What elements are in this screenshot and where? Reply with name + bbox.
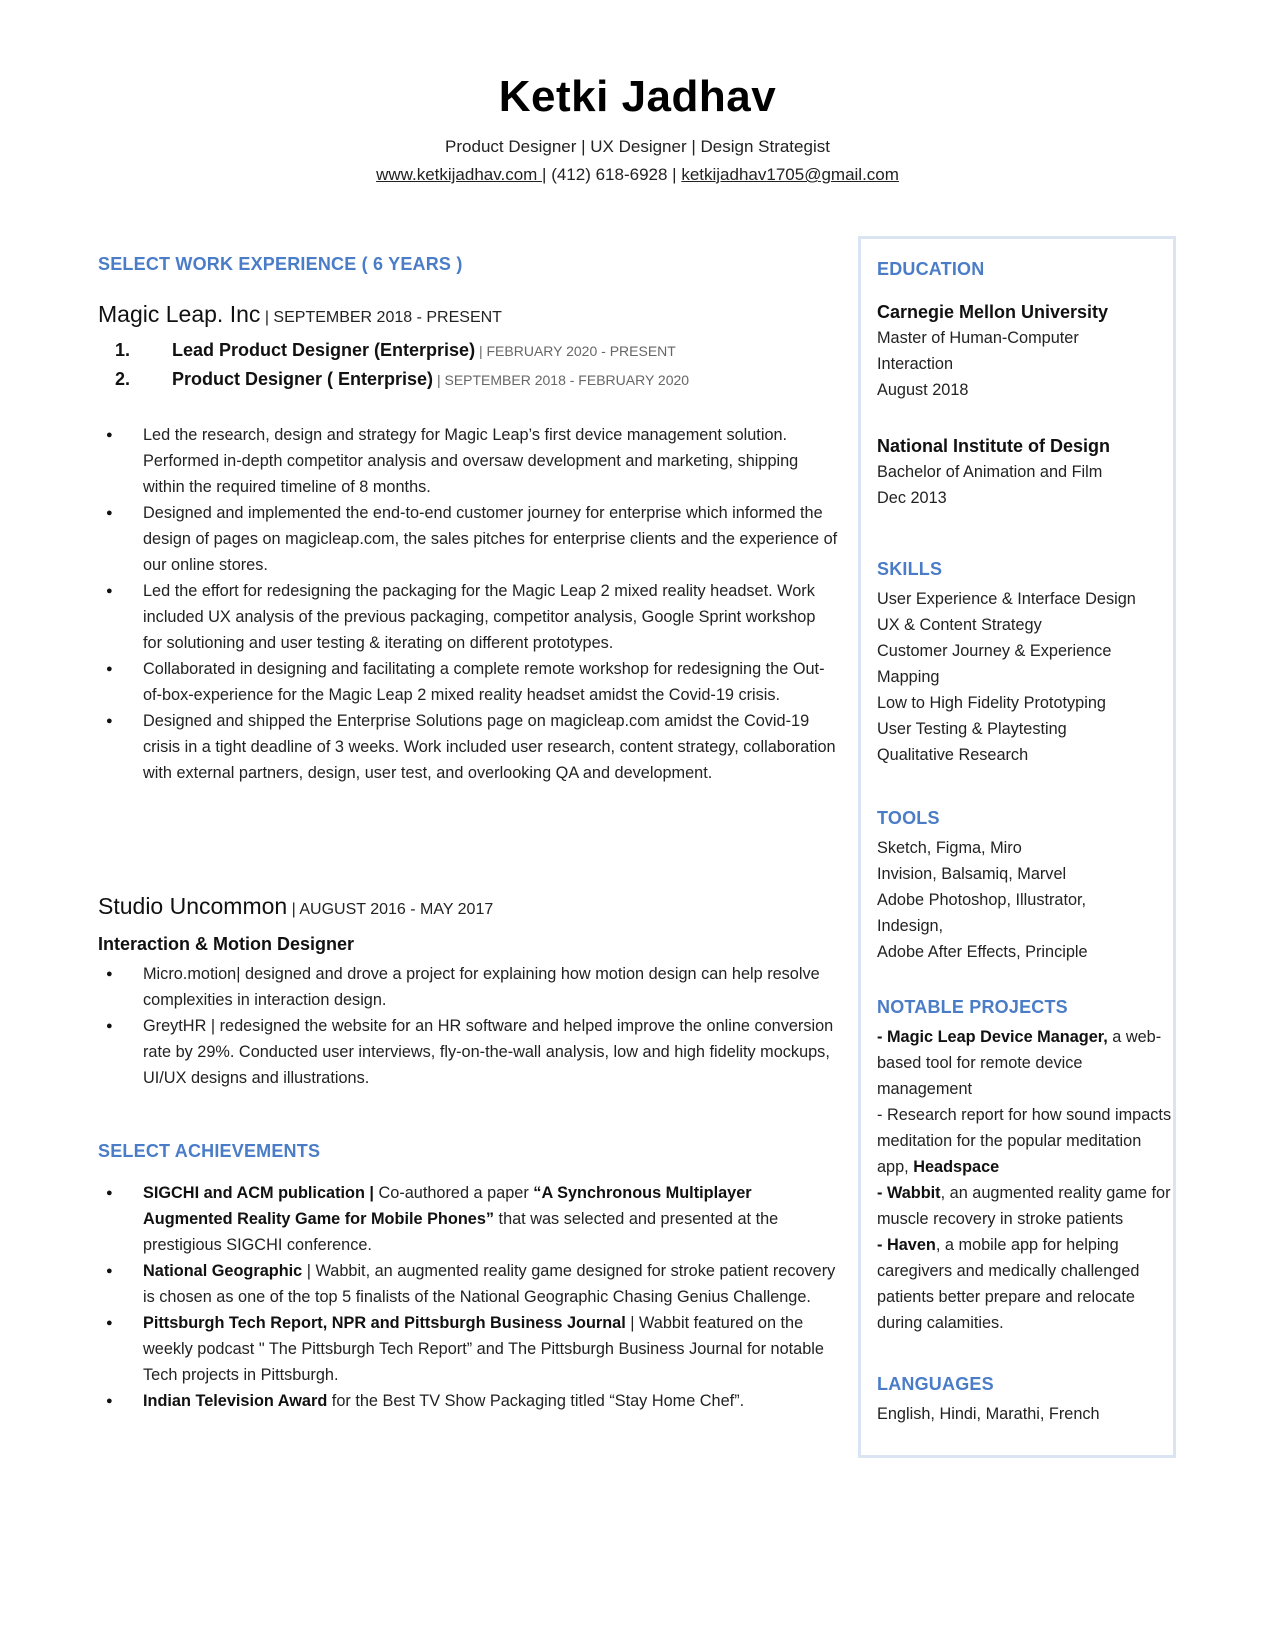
projects-list bbox=[877, 1024, 1177, 1336]
list-item: ● Collaborated in designing and facilitating a complete remote workshop for redesigning the Out-of-box-experience for the Magic Leap 2 mixed reality headset amidst the Covid-19 crisis. bbox=[98, 656, 838, 708]
project-text: - Research report for how sound impacts meditation for the popular meditation app, bbox=[877, 1106, 1172, 1176]
skill-item: UX & Content Strategy bbox=[877, 616, 1042, 634]
paper-title: “A Synchronous Multiplayer Augmented Reality Game for Mobile Phones” bbox=[143, 1184, 752, 1228]
work-experience-heading: SELECT WORK EXPERIENCE ( 6 YEARS ) bbox=[98, 254, 463, 274]
tool-item: Adobe Photoshop, Illustrator, bbox=[877, 891, 1087, 909]
achievement-text: Co-authored a paper bbox=[373, 1184, 534, 1202]
role-number: 1. bbox=[115, 340, 131, 360]
magic-leap-bullets bbox=[98, 422, 838, 786]
school-name: Carnegie Mellon University bbox=[877, 302, 1109, 322]
skill-item: Mapping bbox=[877, 668, 940, 686]
achievements-heading: SELECT ACHIEVEMENTS bbox=[98, 1141, 321, 1161]
graduation-date: August 2018 bbox=[877, 381, 969, 399]
achievement-text: | Wabbit, an augmented reality game designed for stroke patient recovery is chosen as one of the top 5 finalists of the National Geographic Chasing Genius Challenge. bbox=[143, 1262, 836, 1306]
project-item bbox=[877, 1024, 1177, 1102]
projects-heading: NOTABLE PROJECTS bbox=[877, 997, 1068, 1017]
contact-separator: | bbox=[667, 165, 682, 184]
achievement-title: National Geographic bbox=[143, 1262, 303, 1280]
resume-name: Ketki Jadhav bbox=[498, 72, 777, 121]
tools-list bbox=[877, 835, 1177, 965]
school-cmu bbox=[877, 299, 1177, 403]
list-item bbox=[98, 1258, 838, 1310]
company-name: Magic Leap. Inc bbox=[98, 301, 261, 327]
tool-item: Sketch, Figma, Miro bbox=[877, 839, 1022, 857]
sidebar-panel bbox=[858, 236, 1176, 1458]
studio-uncommon-bullets bbox=[98, 961, 838, 1091]
graduation-date: Dec 2013 bbox=[877, 489, 947, 507]
tool-item: Adobe After Effects, Principle bbox=[877, 943, 1088, 961]
project-item bbox=[877, 1180, 1177, 1232]
achievement-title: Pittsburgh Tech Report, NPR and Pittsburgh Business Journal bbox=[143, 1314, 626, 1332]
project-title: Headspace bbox=[913, 1158, 1000, 1176]
list-item: ● Micro.motion| designed and drove a project for explaining how motion design can help resolve complexities in interaction design. bbox=[98, 961, 838, 1013]
skill-item: Low to High Fidelity Prototyping bbox=[877, 694, 1106, 712]
company-studio-uncommon bbox=[98, 893, 493, 920]
role-number: 2. bbox=[115, 369, 131, 389]
role-title: Product Designer ( Enterprise) bbox=[172, 369, 434, 389]
list-item bbox=[98, 1180, 838, 1258]
school-name: National Institute of Design bbox=[877, 436, 1111, 456]
skill-item: Customer Journey & Experience bbox=[877, 642, 1112, 660]
achievement-title: SIGCHI and ACM publication | bbox=[143, 1184, 374, 1202]
list-item: ● Led the effort for redesigning the packaging for the Magic Leap 2 mixed reality headset. Work included UX analysis of the previous packaging, competitor analysis, Google Sprint workshop for solutioning and user testing & iterating on different prototypes. bbox=[98, 578, 838, 656]
project-title: - Wabbit bbox=[877, 1184, 941, 1202]
achievement-text: | Wabbit featured on the weekly podcast " The Pittsburgh Tech Report” and The Pittsburgh Business Journal for notable Tech projects in Pittsburgh. bbox=[143, 1314, 824, 1384]
role-dates: | FEBRUARY 2020 - PRESENT bbox=[475, 343, 676, 359]
project-title: - Magic Leap Device Manager, bbox=[877, 1028, 1108, 1046]
degree-line: Master of Human-Computer bbox=[877, 329, 1079, 347]
role-item bbox=[98, 340, 676, 361]
phone-number: (412) 618-6928 bbox=[551, 165, 668, 184]
skill-item: User Testing & Playtesting bbox=[877, 720, 1067, 738]
resume-tagline: Product Designer | UX Designer | Design Strategist bbox=[445, 137, 830, 156]
tool-item: Invision, Balsamiq, Marvel bbox=[877, 865, 1067, 883]
company-name: Studio Uncommon bbox=[98, 893, 288, 919]
project-text: , an augmented reality game for muscle recovery in stroke patients bbox=[877, 1184, 1171, 1228]
contact-separator: | bbox=[542, 165, 552, 184]
website-link[interactable]: www.ketkijadhav.com bbox=[376, 165, 543, 184]
company-dates: | SEPTEMBER 2018 - PRESENT bbox=[260, 309, 502, 326]
role-title: Interaction & Motion Designer bbox=[98, 934, 355, 954]
skill-item: Qualitative Research bbox=[877, 746, 1029, 764]
list-item: ● Designed and implemented the end-to-end customer journey for enterprise which informed the design of pages on magicleap.com, the sales pitches for enterprise clients and the experience of our online stores. bbox=[98, 500, 838, 578]
school-nid bbox=[877, 433, 1177, 511]
role-dates: | SEPTEMBER 2018 - FEBRUARY 2020 bbox=[433, 372, 690, 388]
list-item: ● Led the research, design and strategy for Magic Leap’s first device management solution. Performed in-depth competitor analysis and oversaw development and marketing, shipping within the required timeline of 8 months. bbox=[98, 422, 838, 500]
company-magic-leap bbox=[98, 301, 502, 328]
degree-line: Interaction bbox=[877, 355, 954, 373]
achievement-title: Indian Television Award bbox=[143, 1392, 328, 1410]
skill-item: User Experience & Interface Design bbox=[877, 590, 1136, 608]
list-item bbox=[98, 1388, 838, 1414]
languages-text: English, Hindi, Marathi, French bbox=[877, 1405, 1100, 1423]
achievement-text: that was selected and presented at the prestigious SIGCHI conference. bbox=[143, 1210, 779, 1254]
list-item: ● GreytHR | redesigned the website for an HR software and helped improve the online conversion rate by 29%. Conducted user interviews, fly-on-the-wall analysis, low and high fidelity mockups, UI/UX designs and illustrations. bbox=[98, 1013, 838, 1091]
project-text: a web-based tool for remote device management bbox=[877, 1028, 1162, 1098]
role-title: Lead Product Designer (Enterprise) bbox=[172, 340, 476, 360]
project-text: , a mobile app for helping caregivers and medically challenged patients better prepare and relocate during calamities. bbox=[877, 1236, 1140, 1332]
project-title: - Haven bbox=[877, 1236, 936, 1254]
list-item: ● Designed and shipped the Enterprise Solutions page on magicleap.com amidst the Covid-19 crisis in a tight deadline of 3 weeks. Work included user research, content strategy, collaboration with external partners, design, user test, and overlooking QA and development. bbox=[98, 708, 838, 786]
tool-item: Indesign, bbox=[877, 917, 944, 935]
languages-heading: LANGUAGES bbox=[877, 1374, 994, 1394]
degree-line: Bachelor of Animation and Film bbox=[877, 463, 1103, 481]
education-heading: EDUCATION bbox=[877, 259, 985, 279]
project-item bbox=[877, 1102, 1177, 1180]
role-item bbox=[98, 369, 689, 390]
skills-heading: SKILLS bbox=[877, 559, 943, 579]
achievements-list bbox=[98, 1180, 838, 1414]
list-item bbox=[98, 1310, 838, 1388]
contact-line bbox=[0, 165, 1275, 185]
tools-heading: TOOLS bbox=[877, 808, 940, 828]
skills-list bbox=[877, 586, 1177, 768]
email-link[interactable]: ketkijadhav1705@gmail.com bbox=[681, 165, 899, 184]
company-dates: | AUGUST 2016 - MAY 2017 bbox=[287, 901, 494, 918]
achievement-text: for the Best TV Show Packaging titled “Stay Home Chef”. bbox=[327, 1392, 745, 1410]
project-item bbox=[877, 1232, 1177, 1336]
